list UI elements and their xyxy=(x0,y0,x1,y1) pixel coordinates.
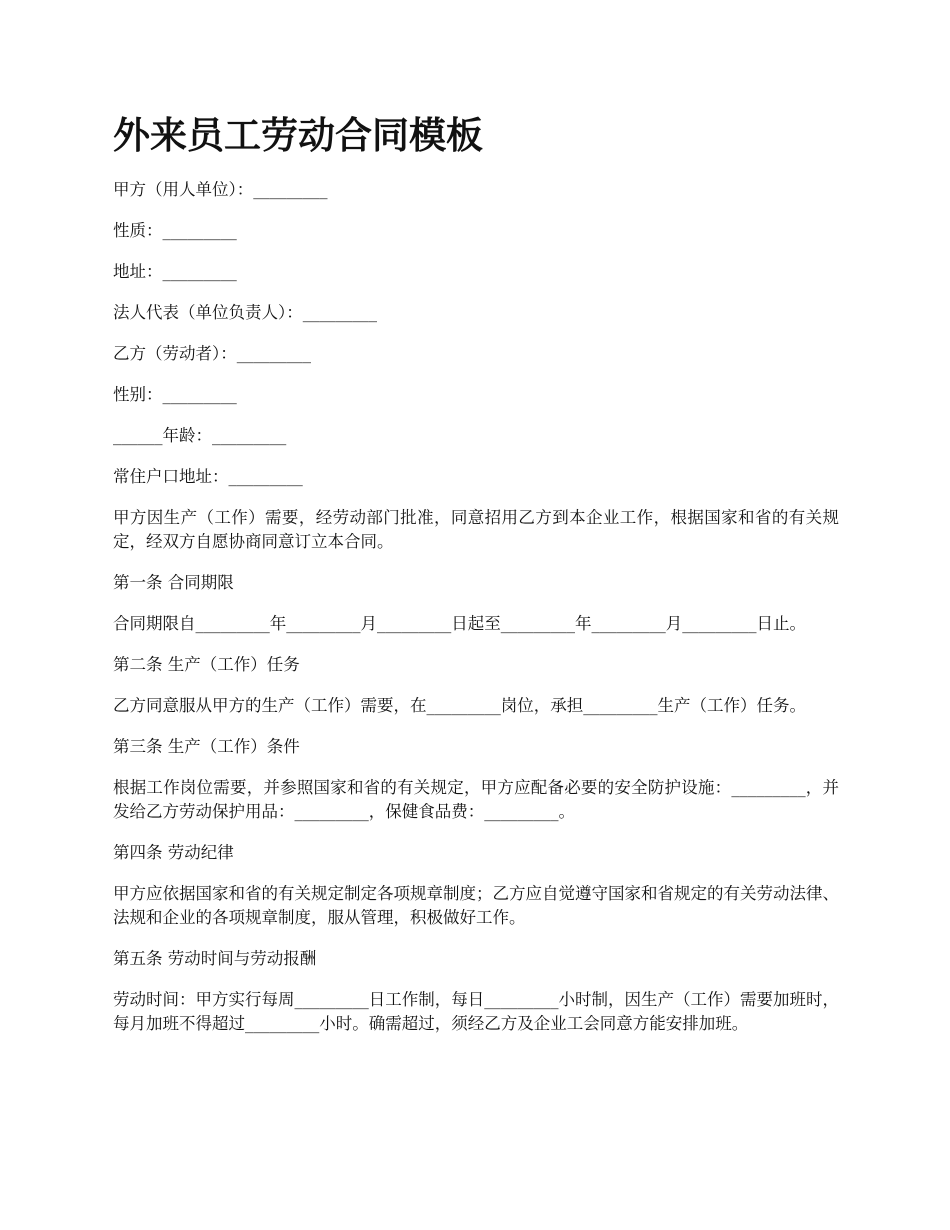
article-3-body: 根据工作岗位需要，并参照国家和省的有关规定，甲方应配备必要的安全防护设施：_________，并发给乙方劳动保护用品：_________，保健食品费：_________。 xyxy=(113,778,839,821)
party-b-gender: 性别：_________ xyxy=(113,385,237,404)
article-5-heading: 第五条 劳动时间与劳动报酬 xyxy=(113,949,317,968)
party-b-residence: 常住户口地址：_________ xyxy=(113,467,303,486)
article-2-heading: 第二条 生产（工作）任务 xyxy=(113,655,300,674)
article-4-body: 甲方应依据国家和省的有关规定制定各项规章制度；乙方应自觉遵守国家和省规定的有关劳动法律、法规和企业的各项规章制度，服从管理，积极做好工作。 xyxy=(113,884,839,927)
document-page xyxy=(113,110,839,1053)
party-a-employer: 甲方（用人单位）：_________ xyxy=(113,180,328,199)
preamble-paragraph: 甲方因生产（工作）需要，经劳动部门批准，同意招用乙方到本企业工作，根据国家和省的有关规定，经双方自愿协商同意订立本合同。 xyxy=(113,508,839,551)
document-title: 外来员工劳动合同模板 xyxy=(113,114,483,157)
article-3-heading: 第三条 生产（工作）条件 xyxy=(113,737,300,756)
article-4-heading: 第四条 劳动纪律 xyxy=(113,843,234,862)
article-2-body: 乙方同意服从甲方的生产（工作）需要，在_________岗位，承担_________生产（工作）任务。 xyxy=(113,696,806,715)
party-a-address: 地址：_________ xyxy=(113,262,237,281)
article-1-heading: 第一条 合同期限 xyxy=(113,573,234,592)
article-5-body: 劳动时间：甲方实行每周_________日工作制，每日_________小时制，因生产（工作）需要加班时，每月加班不得超过_________小时。确需超过，须经乙方及企业工会同意方能安排加班。 xyxy=(113,990,839,1033)
legal-representative: 法人代表（单位负责人）：_________ xyxy=(113,303,377,322)
party-b-worker: 乙方（劳动者）：_________ xyxy=(113,344,311,363)
article-1-body: 合同期限自_________年_________月_________日起至_________年_________月_________日止。 xyxy=(113,614,806,633)
party-a-nature: 性质：_________ xyxy=(113,221,237,240)
party-b-age: ______年龄：_________ xyxy=(113,426,287,445)
